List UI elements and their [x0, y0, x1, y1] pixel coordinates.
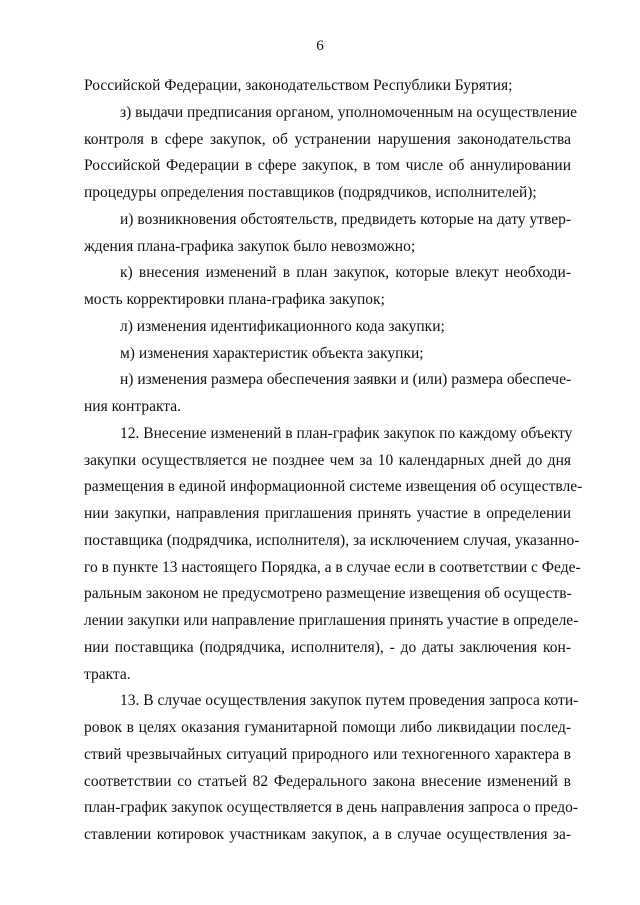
text-line: Российской Федерации в сфере закупок, в том числе об аннулировании — [84, 157, 571, 175]
text-line: ставлении котировок участникам закупок, а в случае осуществления за- — [84, 826, 571, 843]
text-line: поставщика (подрядчика, исполнителя), за исключением случая, указанно- — [84, 531, 580, 549]
page-number: 6 — [316, 38, 324, 54]
text-line: го в пункте 13 настоящего Порядка, а в случае если в соответствии с Феде- — [84, 558, 581, 576]
text-line: соответствии со статьей 82 Федерального закона внесение изменений в — [84, 772, 571, 790]
text-line: тракта. — [84, 665, 131, 683]
text-line: закупки осуществляется не позднее чем за 10 календарных дней до дня — [84, 451, 571, 469]
text-line: мость корректировки плана-графика закупок; — [84, 291, 385, 308]
text-line: н) изменения размера обеспечения заявки и (или) размера обеспече- — [120, 371, 572, 389]
text-line: нии поставщика (подрядчика, исполнителя), - до даты заключения кон- — [84, 638, 571, 656]
text-line: лении закупки или направление приглашения принять участие в определе- — [84, 612, 579, 629]
text-line: ждения плана-графика закупок было невозможно; — [84, 237, 416, 255]
text-line: контроля в сфере закупок, об устранении нарушения законодательства — [84, 130, 571, 148]
text-line: Российской Федерации, законодательством Республики Бурятия; — [84, 77, 513, 94]
text-line: к) внесения изменений в план закупок, которые влекут необходи- — [120, 264, 571, 282]
document-body — [84, 73, 583, 849]
text-line: 12. Внесение изменений в план-график закупок по каждому объекту — [120, 424, 573, 442]
text-line: 13. В случае осуществления закупок путем проведения запроса коти- — [120, 692, 579, 710]
text-line: процедуры определения поставщиков (подрядчиков, исполнителей); — [84, 184, 537, 201]
text-line: ральным законом не предусмотрено размещение извещения об осуществ- — [84, 585, 572, 603]
text-line: и) возникновения обстоятельств, предвидеть которые на дату утвер- — [120, 210, 571, 228]
text-line: ния контракта. — [84, 398, 182, 415]
text-line: з) выдачи предписания органом, уполномоченным на осуществление — [120, 103, 578, 121]
text-line: л) изменения идентификационного кода закупки; — [120, 317, 445, 335]
text-line: нии закупки, направления приглашения принять участие в определении — [84, 505, 571, 522]
text-line: ровок в целях оказания гуманитарной помощи либо ликвидации послед- — [84, 719, 571, 736]
text-line: ствий чрезвычайных ситуаций природного или техногенного характера в — [84, 745, 571, 763]
text-line: план-график закупок осуществляется в день направления запроса о предо- — [84, 799, 579, 817]
text-line: м) изменения характеристик объекта закупки; — [120, 344, 424, 362]
text-line: размещения в единой информационной системе извещения об осуществле- — [84, 478, 583, 496]
